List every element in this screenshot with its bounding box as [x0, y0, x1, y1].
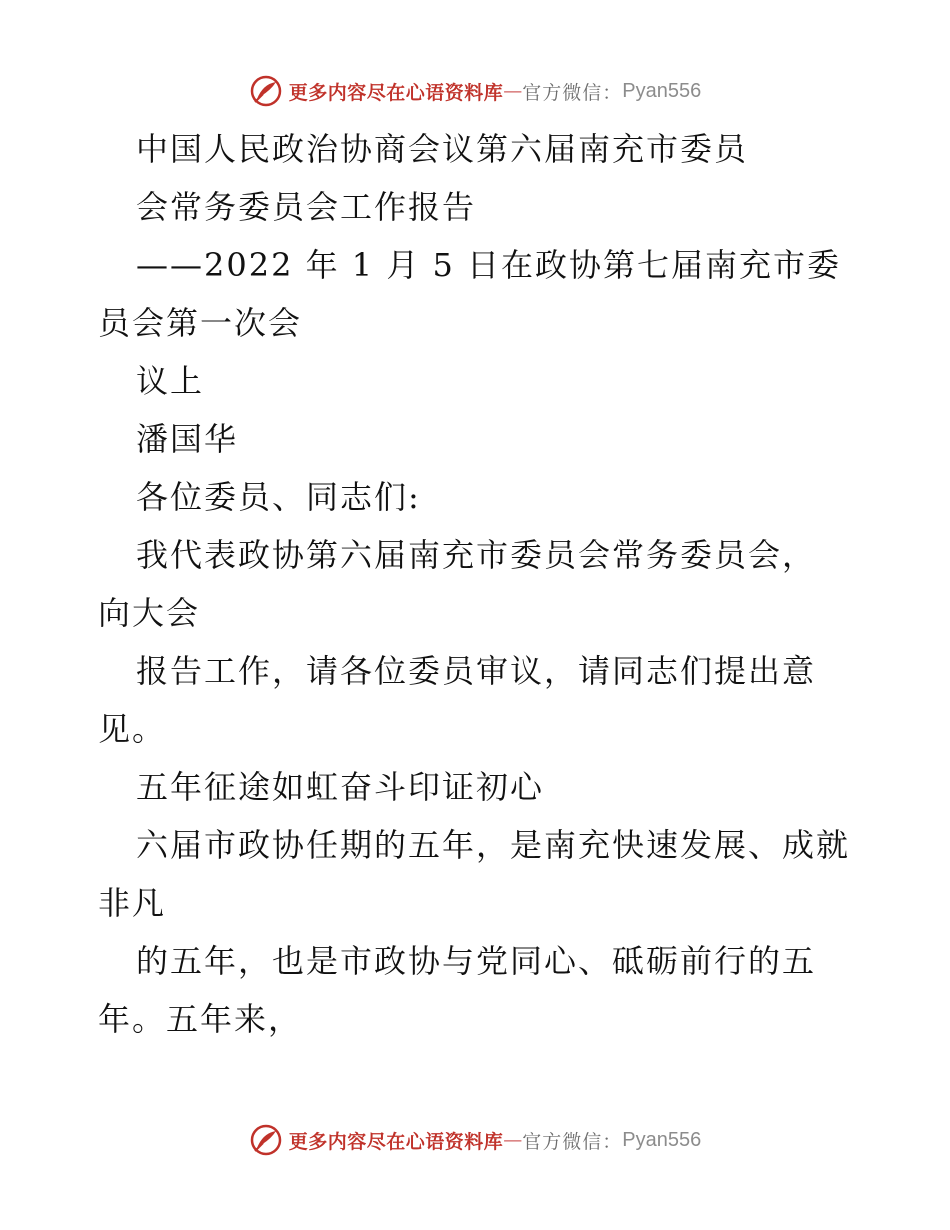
document-body — [98, 120, 858, 1048]
watermark-brand-text: 更多内容尽在心语资料库 — [288, 81, 504, 104]
watermark-dash: — — [503, 1129, 523, 1151]
watermark-brand-text: 更多内容尽在心语资料库 — [288, 1130, 504, 1153]
footer-watermark — [0, 1120, 950, 1160]
document-line: 六届市政协任期的五年，是南充快速发展、成就 — [136, 826, 851, 864]
header-watermark — [0, 71, 950, 111]
document-line: 报告工作，请各位委员审议，请同志们提出意 — [136, 652, 817, 690]
document-line: 的五年，也是市政协与党同心、砥砺前行的五 — [136, 942, 817, 980]
document-line: 中国人民政治协商会议第六届南充市委员 — [136, 130, 749, 168]
watermark-code: Pyan556 — [622, 1128, 702, 1151]
document-line: 非凡 — [98, 884, 167, 922]
document-line: 会常务委员会工作报告 — [136, 188, 477, 226]
document-line: 我代表政协第六届南充市委员会常务委员会， — [136, 536, 817, 574]
document-line: 年。五年来， — [98, 1000, 303, 1038]
document-line: 五年征途如虹奋斗印证初心 — [136, 768, 545, 806]
watermark-dash: — — [503, 80, 523, 102]
watermark-code: Pyan556 — [622, 79, 702, 102]
document-line: 议上 — [136, 362, 205, 400]
document-line: 各位委员、同志们: — [136, 478, 421, 516]
document-line: 向大会 — [98, 594, 201, 632]
watermark-label: 官方微信： — [522, 81, 623, 104]
document-line: 员会第一次会 — [98, 304, 303, 342]
quill-logo-icon — [249, 74, 283, 108]
watermark-label: 官方微信： — [522, 1130, 623, 1153]
document-line: 见。 — [98, 710, 167, 748]
document-line: ——2022 年 1 月 5 日在政协第七届南充市委 — [136, 246, 842, 284]
document-line: 潘国华 — [136, 420, 239, 458]
quill-logo-icon — [249, 1123, 283, 1157]
